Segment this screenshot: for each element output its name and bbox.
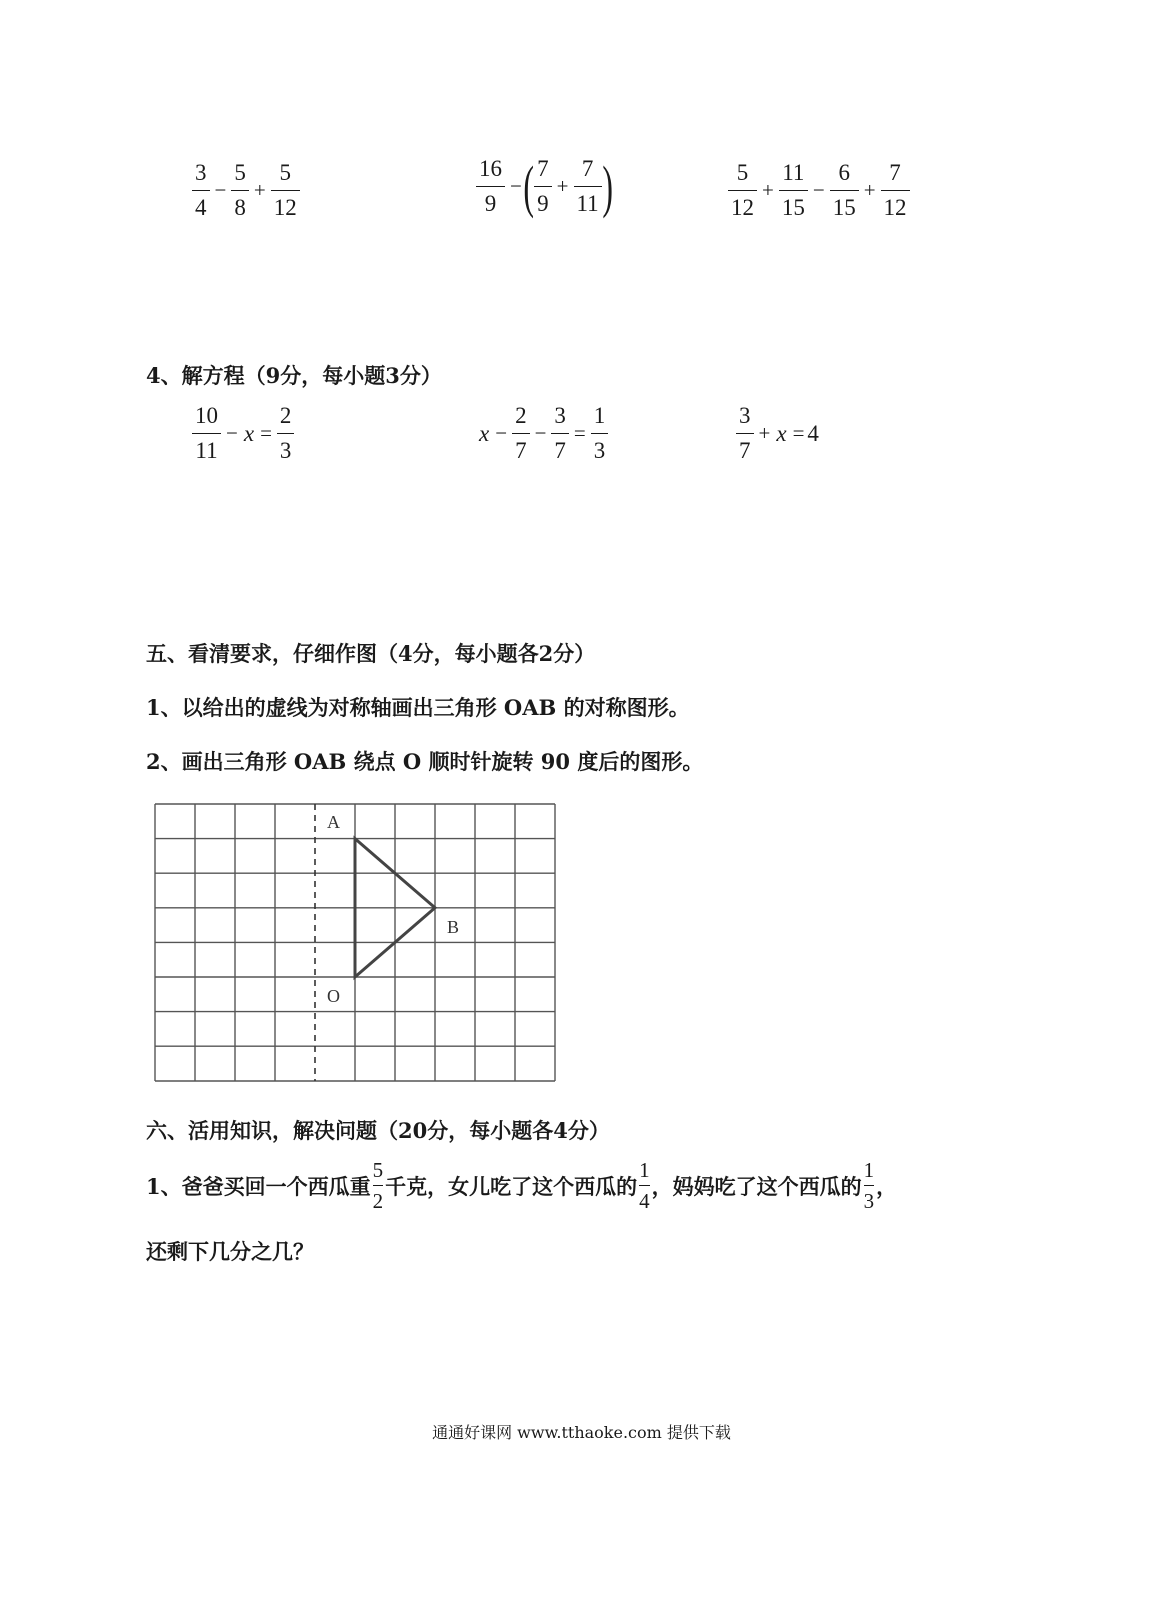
section-6-heading: 六、活用知识，解决问题（20分，每小题各4分） [146, 1118, 610, 1143]
equation-1 [190, 403, 296, 464]
equals: = [792, 421, 805, 445]
label-o: O [327, 986, 340, 1006]
section-5-heading: 五、看清要求，仔细作图（4分，每小题各2分） [146, 641, 596, 666]
operator: − [226, 421, 238, 445]
operator: + [253, 178, 266, 202]
expression-1 [190, 160, 302, 221]
expression-3 [726, 160, 912, 221]
question-text: ， [876, 1173, 898, 1199]
fraction: $\frac{5}{2}$ [372, 1158, 384, 1213]
operator: − [495, 421, 508, 445]
fraction: $\frac{5}{8}$ [231, 160, 249, 221]
fraction: $\frac{6}{15}$ [830, 160, 859, 221]
operator: + [758, 421, 771, 445]
fraction: $\frac{7}{9}$ [534, 156, 552, 217]
fraction: $\frac{1}{4}$ [639, 1158, 650, 1213]
question-text: ，妈妈吃了这个西瓜的 [651, 1173, 862, 1199]
equals: = [260, 421, 272, 445]
fraction: $\frac{7}{11}$ [574, 156, 602, 217]
label-a: A [327, 812, 340, 832]
expression-2 [474, 153, 613, 219]
fraction: $\frac{2}{3}$ [277, 403, 295, 464]
fraction: $\frac{10}{11}$ [192, 403, 221, 464]
equation-3 [734, 403, 819, 464]
section-5-question-2: 2、画出三角形 OAB 绕点 O 顺时针旋转 90 度后的图形。 [146, 749, 704, 774]
variable: x [776, 420, 787, 446]
equation-2 [476, 403, 610, 464]
variable: x [479, 420, 490, 446]
right-paren: ) [602, 153, 613, 219]
label-b: B [447, 917, 460, 937]
rhs-value: 4 [807, 420, 819, 446]
operator: + [762, 178, 774, 202]
fraction: $\frac{3}{7}$ [551, 403, 569, 464]
fraction: $\frac{1}{3}$ [591, 403, 609, 464]
section-5-question-1: 1、以给出的虚线为对称轴画出三角形 OAB 的对称图形。 [146, 695, 690, 720]
section-4-heading: 4、解方程（9分，每小题3分） [146, 363, 442, 388]
fraction: $\frac{5}{12}$ [271, 160, 300, 221]
fraction: $\frac{5}{12}$ [728, 160, 757, 221]
section-6-question-1-line-2: 还剩下几分之几？ [146, 1239, 314, 1264]
drawing-grid [150, 800, 562, 1090]
operator: − [812, 178, 825, 202]
fraction: $\frac{7}{12}$ [881, 160, 910, 221]
question-text: 1、爸爸买回一个西瓜重 [146, 1173, 371, 1199]
operator: + [556, 174, 569, 198]
footer-text: 通通好课网 www.tthaoke.com 提供下载 [432, 1423, 731, 1442]
fraction: $\frac{1}{3}$ [863, 1158, 875, 1213]
fraction: $\frac{3}{7}$ [736, 403, 754, 464]
left-paren: ( [523, 153, 534, 219]
fraction: $\frac{11}{15}$ [779, 160, 808, 221]
fraction: $\frac{2}{7}$ [512, 403, 530, 464]
operator: + [863, 178, 876, 202]
fraction: $\frac{16}{9}$ [476, 156, 505, 217]
question-text: 千克，女儿吃了这个西瓜的 [385, 1173, 638, 1199]
section-6-question-1 [146, 1158, 897, 1213]
fraction: $\frac{3}{4}$ [192, 160, 210, 221]
equals: = [573, 421, 586, 445]
operator: − [534, 421, 547, 445]
operator: − [510, 174, 522, 198]
variable: x [243, 420, 255, 446]
operator: − [214, 178, 227, 202]
